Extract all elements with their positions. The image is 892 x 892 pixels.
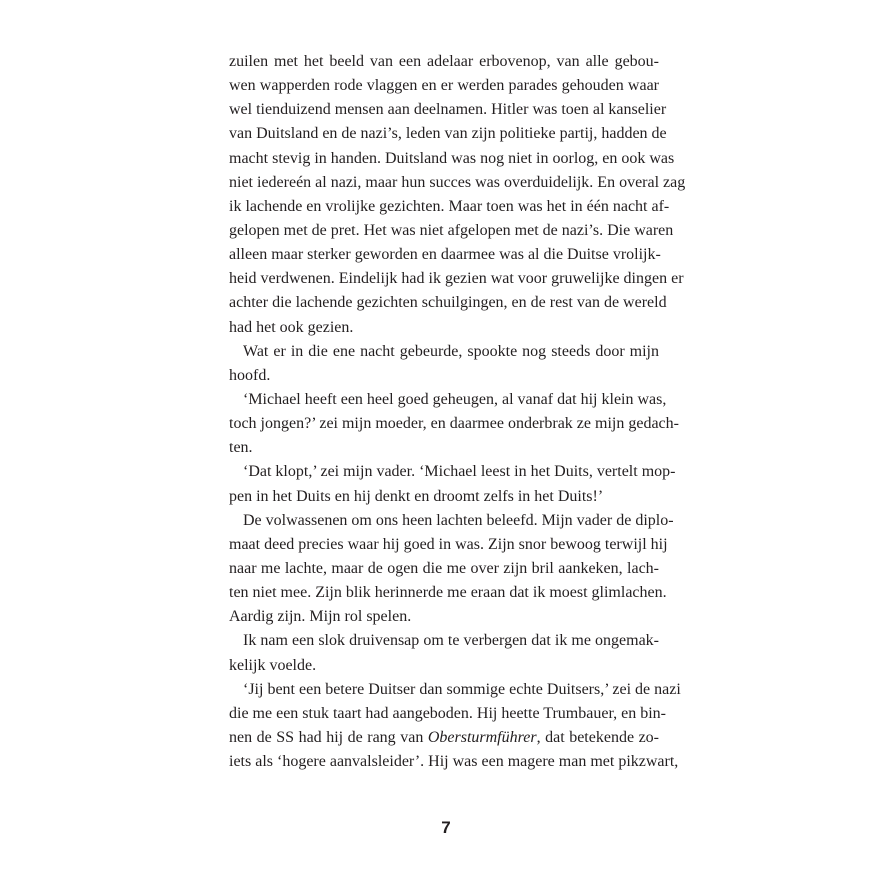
text-line: hoofd. [229,366,271,384]
text-line: Ik nam een slok druivensap om te verbergen dat ik me ongemak- [243,632,659,650]
text-line: pen in het Duits en hij denkt en droomt zelfs in het Duits!’ [229,487,604,505]
italic-term: Obersturmführer [427,728,537,746]
text-line: had het ook gezien. [229,318,354,336]
text-line: kelijk voelde. [229,656,317,674]
text-line: wen wapperden rode vlaggen en er werden parades gehouden waar [229,77,659,95]
text-run: nen de SS had hij de rang van [229,728,428,746]
text-line: ten. [229,439,253,457]
text-line: gelopen met de pret. Het was niet afgelopen met de nazi’s. Die waren [229,221,674,239]
text-line: iets als ‘hogere aanvalsleider’. Hij was een magere man met pikzwart, [229,753,679,771]
text-line: Wat er in die ene nacht gebeurde, spookte nog steeds door mijn [243,342,659,360]
text-line: ik lachende en vrolijke gezichten. Maar toen was het in één nacht af- [229,197,670,215]
text-run: , dat betekende zo- [536,728,660,746]
page-number: 7 [441,818,451,837]
text-line: van Duitsland en de nazi’s, leden van zijn politieke partij, hadden de [229,125,667,143]
text-line: Aardig zijn. Mijn rol spelen. [229,608,412,626]
text-line: die me een stuk taart had aangeboden. Hij heette Trumbauer, en bin- [229,704,666,722]
text-line: zuilen met het beeld van een adelaar erbovenop, van alle gebou- [229,53,659,70]
text-line: alleen maar sterker geworden en daarmee was al die Duitse vrolijk- [229,246,661,264]
text-line: ten niet mee. Zijn blik herinnerde me eraan dat ik moest glimlachen. [229,584,667,602]
text-line: ‘Michael heeft een heel goed geheugen, al vanaf dat hij klein was, [243,390,667,408]
text-line: toch jongen?’ zei mijn moeder, en daarmee onderbrak ze mijn gedach- [229,415,679,433]
text-line: macht stevig in handen. Duitsland was nog niet in oorlog, en ook was [229,149,675,167]
body-text [229,50,686,774]
text-line: heid verdwenen. Eindelijk had ik gezien wat voor gruwelijke dingen er [229,270,684,288]
text-line: maat deed precies waar hij goed in was. Zijn snor bewoog terwijl hij [229,535,668,553]
text-line: wel tienduizend mensen aan deelnamen. Hitler was toen al kanselier [229,101,667,119]
text-line [229,726,659,750]
text-line: ‘Jij bent een betere Duitser dan sommige echte Duitsers,’ zei de nazi [243,680,681,698]
text-line: achter die lachende gezichten schuilgingen, en de rest van de wereld [229,294,667,312]
text-line: naar me lachte, maar de ogen die me over zijn bril aankeken, lach- [229,559,659,577]
text-line: ‘Dat klopt,’ zei mijn vader. ‘Michael leest in het Duits, vertelt mop- [243,463,676,481]
text-line: De volwassenen om ons heen lachten beleefd. Mijn vader de diplo- [243,511,674,529]
text-line: niet iedereén al nazi, maar hun succes was overduidelijk. En overal zag [229,173,686,191]
